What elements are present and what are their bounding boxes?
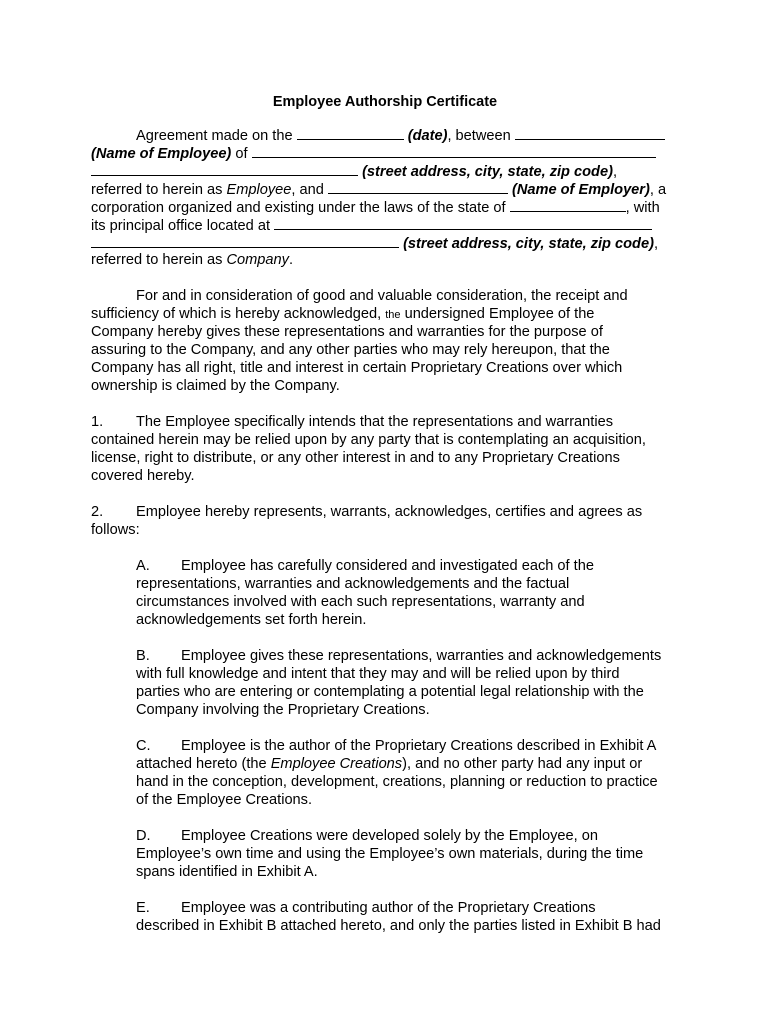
consideration-paragraph: For and in consideration of good and valuable consideration, the receipt and sufficiency of which is hereby acknowledged, the undersigned Employee of the Company hereby gives these representations and warranties for the purpose of assuring to the Company, and any other parties who may rely hereupon, that the Company has all right, title and interest in certain Proprietary Creations over which ownership is claimed by the Company. (91, 288, 628, 394)
agreement-line-8: referred to herein as Company. (91, 252, 294, 268)
agreement-line-5: corporation organized and existing under the laws of the state of , with (91, 197, 683, 215)
document-title: Employee Authorship Certificate (272, 94, 498, 110)
date-blank[interactable] (297, 125, 404, 140)
employee-address-blank-2[interactable] (91, 161, 358, 176)
section-1: 1. The Employee specifically intends that the representations and warranties contained herein may be relied upon by any party that is contemplating an acquisition, license, right to distribute, or any other interest in and to any Proprietary Creations covered hereby. (91, 414, 646, 484)
employee-address-blank[interactable] (252, 143, 656, 158)
subsection-d: D. Employee Creations were developed solely by the Employee, on Employee’s own time and using the Employee’s own materials, during the time spans identified in Exhibit A. (136, 828, 644, 880)
agreement-line-4: referred to herein as Employee, and (Name of Employer), a (91, 179, 683, 197)
employer-name-blank[interactable] (328, 179, 508, 194)
office-address-blank-2[interactable] (91, 233, 399, 248)
document-body (91, 125, 683, 935)
agreement-line-1: Agreement made on the (date), between (91, 125, 683, 143)
subsection-e: E. Employee was a contributing author of the Proprietary Creations described in Exhibit B attached hereto, and only the parties listed in Exhibit B had (136, 900, 661, 934)
agreement-line-7: (street address, city, state, zip code), (91, 233, 683, 251)
subsection-b: B. Employee gives these representations, warranties and acknowledgements with full knowledge and intent that they may and will be relied upon by third parties who are entering or contemplating a potential legal relationship with the Company involving the Proprietary Creations. (136, 648, 662, 718)
agreement-line-2: (Name of Employee) of (91, 143, 683, 161)
subsection-c: C. Employee is the author of the Proprietary Creations described in Exhibit A attached hereto (the Employee Creations), and no other party had any input or hand in the conception, development, creations, planning or reduction to practice of the Employee Creations. (136, 738, 658, 808)
employee-name-blank[interactable] (515, 125, 665, 140)
subsection-a: A. Employee has carefully considered and investigated each of the representations, warranties and acknowledgements and the factual circumstances involved with each such representations, warranty and acknowledgements set forth herein. (136, 558, 594, 628)
agreement-line-6: its principal office located at (91, 215, 683, 233)
state-blank[interactable] (510, 197, 626, 212)
section-2: 2. Employee hereby represents, warrants, acknowledges, certifies and agrees as follows: (91, 504, 643, 538)
agreement-line-3: (street address, city, state, zip code), (91, 161, 683, 179)
agreement-paragraph (91, 125, 683, 269)
office-address-blank[interactable] (274, 215, 652, 230)
